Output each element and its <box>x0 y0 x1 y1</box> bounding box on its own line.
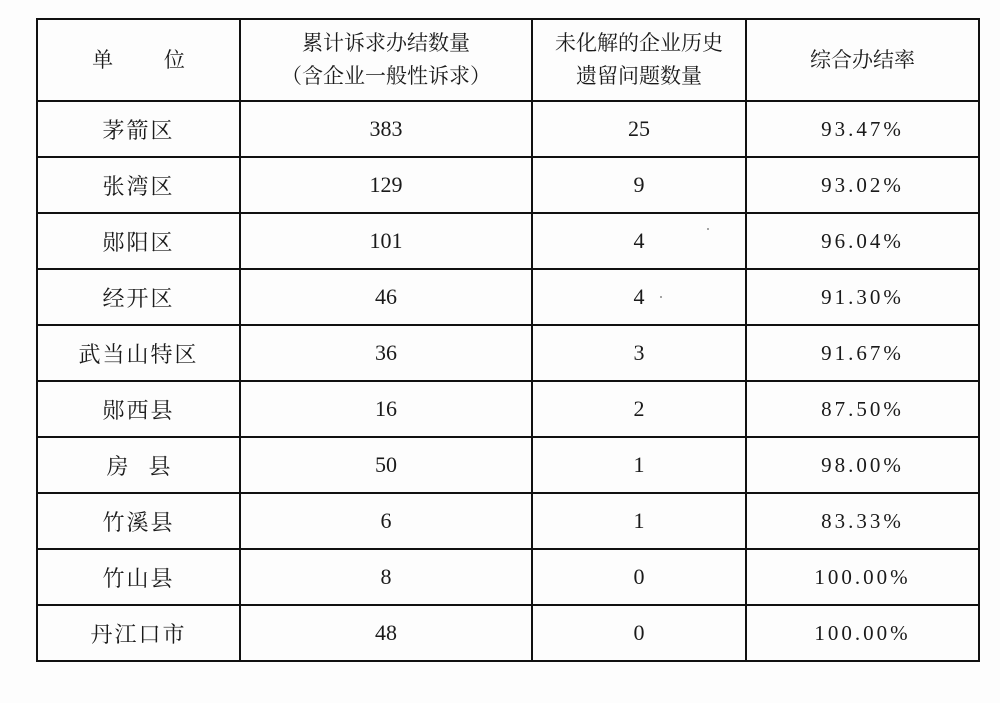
cell-unit: 经开区 <box>37 269 240 325</box>
cell-rate: 98.00% <box>746 437 979 493</box>
cell-unresolved: 1 <box>532 437 746 493</box>
table-row <box>37 101 979 157</box>
header-rate-text: 综合办结率 <box>810 47 915 72</box>
cell-unit: 竹山县 <box>37 549 240 605</box>
cell-rate: 100.00% <box>746 549 979 605</box>
cell-unit: 郧阳区 <box>37 213 240 269</box>
header-completion-rate <box>746 19 979 101</box>
cell-rate: 87.50% <box>746 381 979 437</box>
table-row <box>37 213 979 269</box>
header-unresolved-line1: 未化解的企业历史 <box>555 31 723 55</box>
cell-unresolved: 4 <box>532 269 746 325</box>
cell-unresolved: 3 <box>532 325 746 381</box>
cell-unresolved: 9 <box>532 157 746 213</box>
header-total-resolved <box>240 19 532 101</box>
cell-total: 129 <box>240 157 532 213</box>
cell-unit: 武当山特区 <box>37 325 240 381</box>
cell-unit-text: 房县 <box>106 454 191 480</box>
cell-rate: 91.30% <box>746 269 979 325</box>
cell-total: 16 <box>240 381 532 437</box>
cell-total: 383 <box>240 101 532 157</box>
table-row <box>37 493 979 549</box>
header-total-line1: 累计诉求办结数量 <box>302 31 470 55</box>
table-row <box>37 325 979 381</box>
scan-speck <box>707 228 709 230</box>
cell-total: 6 <box>240 493 532 549</box>
header-unit-text: 单 位 <box>92 47 207 72</box>
cell-unit: 郧西县 <box>37 381 240 437</box>
table-row <box>37 381 979 437</box>
header-unresolved-issues <box>532 19 746 101</box>
cell-rate: 93.02% <box>746 157 979 213</box>
cell-total: 101 <box>240 213 532 269</box>
header-total-line2: （含企业一般性诉求） <box>281 64 491 88</box>
header-unit <box>37 19 240 101</box>
cell-rate: 83.33% <box>746 493 979 549</box>
cell-unresolved: 0 <box>532 549 746 605</box>
cell-rate: 91.67% <box>746 325 979 381</box>
cell-rate: 96.04% <box>746 213 979 269</box>
cell-rate: 93.47% <box>746 101 979 157</box>
cell-unit: 茅箭区 <box>37 101 240 157</box>
header-unresolved-line2: 遗留问题数量 <box>576 64 702 88</box>
table-header-row <box>37 19 979 101</box>
cell-unresolved: 25 <box>532 101 746 157</box>
cell-unresolved: 1 <box>532 493 746 549</box>
cell-unresolved: 2 <box>532 381 746 437</box>
statistics-table <box>36 18 980 662</box>
cell-unresolved: 4 <box>532 213 746 269</box>
scan-speck <box>660 296 662 298</box>
cell-total: 50 <box>240 437 532 493</box>
cell-unit: 竹溪县 <box>37 493 240 549</box>
cell-unit <box>37 437 240 493</box>
cell-total: 36 <box>240 325 532 381</box>
cell-rate: 100.00% <box>746 605 979 661</box>
table-row <box>37 269 979 325</box>
table-row <box>37 437 979 493</box>
table-row <box>37 605 979 661</box>
cell-total: 48 <box>240 605 532 661</box>
cell-unit: 丹江口市 <box>37 605 240 661</box>
table-row <box>37 549 979 605</box>
cell-unresolved: 0 <box>532 605 746 661</box>
table-row <box>37 157 979 213</box>
cell-total: 8 <box>240 549 532 605</box>
cell-unit: 张湾区 <box>37 157 240 213</box>
cell-total: 46 <box>240 269 532 325</box>
